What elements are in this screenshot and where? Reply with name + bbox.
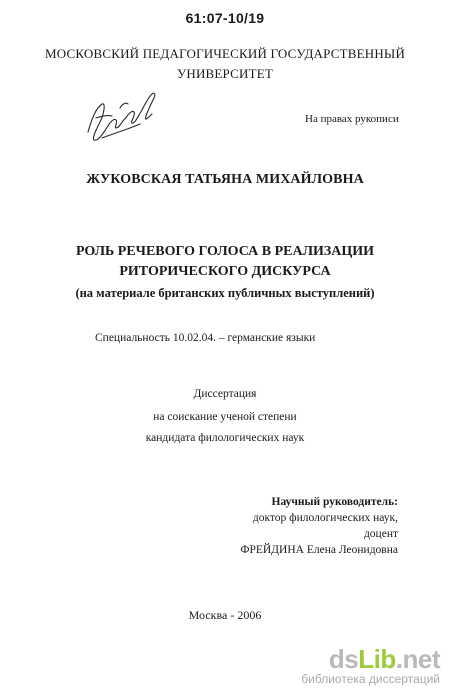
supervisor-rank: доцент: [363, 528, 398, 540]
manuscript-rights-note: На правах рукописи: [305, 113, 399, 125]
logo-part-ds: ds: [328, 644, 359, 674]
dissertation-type: Диссертация: [193, 388, 257, 400]
logo-part-net: .net: [395, 644, 440, 674]
university-name-line2: УНИВЕРСИТЕТ: [176, 66, 274, 81]
supervisor-block: [240, 494, 398, 558]
city-year: Москва - 2006: [188, 608, 262, 622]
university-name-line1: МОСКОВСКИЙ ПЕДАГОГИЧЕСКИЙ ГОСУДАРСТВЕННЫЙ: [44, 46, 406, 61]
author-name: ЖУКОВСКАЯ ТАТЬЯНА МИХАЙЛОВНА: [86, 172, 364, 187]
supervisor-label: Научный руководитель:: [271, 496, 398, 508]
specialty: Специальность 10.02.04. – германские языки: [95, 332, 316, 344]
degree-name: кандидата филологических наук: [145, 432, 305, 444]
logo-part-lib: Lib: [358, 644, 396, 674]
supervisor-degree: доктор филологических наук,: [252, 512, 398, 524]
dissertation-title-line2: РИТОРИЧЕСКОГО ДИСКУРСА: [119, 264, 331, 279]
dslib-logo: [301, 646, 440, 672]
document-code: 61:07-10/19: [185, 10, 265, 26]
watermark-subtitle: библиотека диссертаций: [301, 672, 440, 686]
handwritten-signature: [82, 88, 164, 148]
dissertation-title-subtitle: (на материале британских публичных выступлений): [75, 286, 375, 300]
degree-purpose: на соискание ученой степени: [153, 411, 297, 423]
dslib-watermark[interactable]: [301, 646, 440, 686]
supervisor-name: ФРЕЙДИНА Елена Леонидовна: [240, 544, 398, 556]
dissertation-title-line1: РОЛЬ РЕЧЕВОГО ГОЛОСА В РЕАЛИЗАЦИИ: [75, 244, 375, 259]
